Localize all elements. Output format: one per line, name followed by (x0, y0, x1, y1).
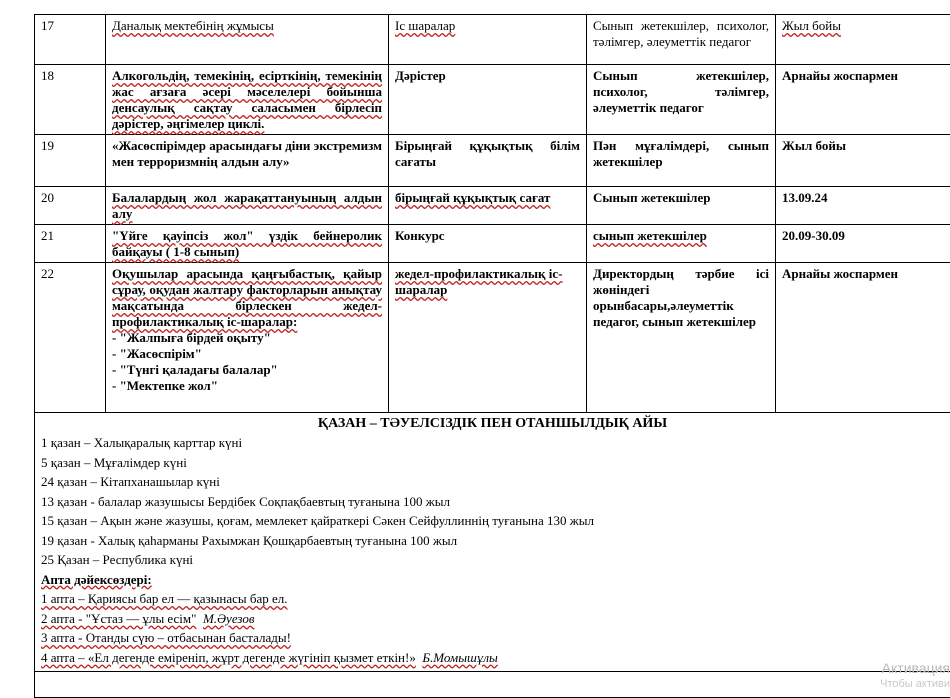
quotes-heading: Апта дәйексөздері: (41, 570, 944, 590)
row-number: 19 (35, 135, 106, 187)
table-row (35, 225, 950, 263)
event-subitem: - "Мектепке жол" (112, 378, 382, 394)
event-subitem: - "Жалпыға бірдей оқыту" (112, 330, 382, 346)
responsible-cell: Директордың тәрбие ісі жөніндегі орынбасары,әлеуметтік педагог, сынып жетекшілер (587, 263, 776, 413)
quote-text: 4 апта – «Ел дегенде еміреніп, жұрт дегенде жүгініп қызмет еткін!» (41, 650, 416, 665)
plan-table (34, 14, 950, 698)
form-cell: жедел-профилактикалық іс-шаралар (389, 263, 587, 413)
empty-row (35, 672, 950, 698)
date-item: 1 қазан – Халықаралық карттар күні (41, 433, 944, 453)
table-row (35, 15, 950, 65)
responsible-cell: Сынып жетекшілер (587, 187, 776, 225)
row-number: 18 (35, 65, 106, 135)
event-cell: "Үйге қауіпсіз жол" үздік бейнеролик байқауы ( 1-8 сынып) (106, 225, 389, 263)
section-row (35, 413, 950, 672)
event-subitem: - "Түнгі қаладағы балалар" (112, 362, 382, 378)
form-cell: Бірыңғай құқықтық білім сағаты (389, 135, 587, 187)
date-cell: Жыл бойы (776, 135, 950, 187)
activation-watermark: Активация (882, 660, 950, 676)
event-subitem: - "Жасөспірім" (112, 346, 382, 362)
quote-item (41, 648, 944, 668)
section-title: ҚАЗАН – ТӘУЕЛСІЗДІК ПЕН ОТАНШЫЛДЫҚ АЙЫ (41, 415, 944, 433)
quote-item (41, 589, 944, 609)
responsible-cell: сынып жетекшілер (587, 225, 776, 263)
quote-item (41, 609, 944, 629)
row-number: 21 (35, 225, 106, 263)
event-cell (106, 263, 389, 413)
form-cell: бірыңғай құқықтық сағат (389, 187, 587, 225)
activation-watermark-subtext: Чтобы активи (880, 678, 950, 690)
quote-item (41, 628, 944, 648)
event-cell: «Жасөспірімдер арасындағы діни экстремизм мен терроризмнің алдын алу» (106, 135, 389, 187)
responsible-cell: Сынып жетекшілер, психолог, тәлімгер, әлеуметтік педагог (587, 15, 776, 65)
date-item: 13 қазан - балалар жазушысы Бердібек Соқпақбаевтың туғанына 100 жыл (41, 492, 944, 512)
date-item: 5 қазан – Мұғалімдер күні (41, 453, 944, 473)
form-cell: Іс шаралар (389, 15, 587, 65)
responsible-cell: Сынып жетекшілер, психолог, тәлімгер, әлеуметтік педагог (587, 65, 776, 135)
table-row (35, 187, 950, 225)
date-item: 25 Қазан – Республика күні (41, 550, 944, 570)
empty-cell (35, 672, 950, 698)
date-item: 19 қазан - Халық қаһарманы Рахымжан Қошқарбаевтың туғанына 100 жыл (41, 531, 944, 551)
date-cell: 20.09-30.09 (776, 225, 950, 263)
quote-text: 3 апта - Отанды сүю – отбасынан басталады! (41, 630, 291, 645)
quote-text: 1 апта – Қариясы бар ел — қазынасы бар ел. (41, 591, 288, 606)
table-row (35, 135, 950, 187)
october-section (35, 413, 950, 672)
date-item: 24 қазан – Кітапханашылар күні (41, 472, 944, 492)
quote-author: Б.Момышұлы (422, 650, 497, 665)
quote-author: М.Әуезов (203, 611, 255, 626)
event-cell: Даналық мектебінің жұмысы (106, 15, 389, 65)
event-cell: Алкогольдің, темекінің, есірткінің, темекінің жас ағзаға әсері мәселелері бойынша денсаулық сақтау саласымен бірлесіп дәрістер, әңгімелер циклі. (106, 65, 389, 135)
row-number: 17 (35, 15, 106, 65)
form-cell: Конкурс (389, 225, 587, 263)
date-cell: Арнайы жоспармен (776, 65, 950, 135)
date-item: 15 қазан – Ақын және жазушы, қоғам, мемлекет қайраткері Сәкен Сейфуллиннің туғанына 130 жыл (41, 511, 944, 531)
date-cell: 13.09.24 (776, 187, 950, 225)
date-cell: Арнайы жоспармен (776, 263, 950, 413)
event-cell: Балалардың жол жарақаттануының алдын алу (106, 187, 389, 225)
table-row (35, 65, 950, 135)
responsible-cell: Пән мұғалімдері, сынып жетекшілер (587, 135, 776, 187)
row-number: 22 (35, 263, 106, 413)
table-row (35, 263, 950, 413)
event-text: Оқушылар арасында қаңғыбастық, қайыр сұрау, оқудан жалтару факторларын анықтау мақсатында бірлескен жедел-профилактикалық іс-шаралар: (112, 266, 382, 330)
row-number: 20 (35, 187, 106, 225)
form-cell: Дәрістер (389, 65, 587, 135)
quote-text: 2 апта - "Ұстаз — ұлы есім" (41, 611, 196, 626)
date-cell: Жыл бойы (776, 15, 950, 65)
